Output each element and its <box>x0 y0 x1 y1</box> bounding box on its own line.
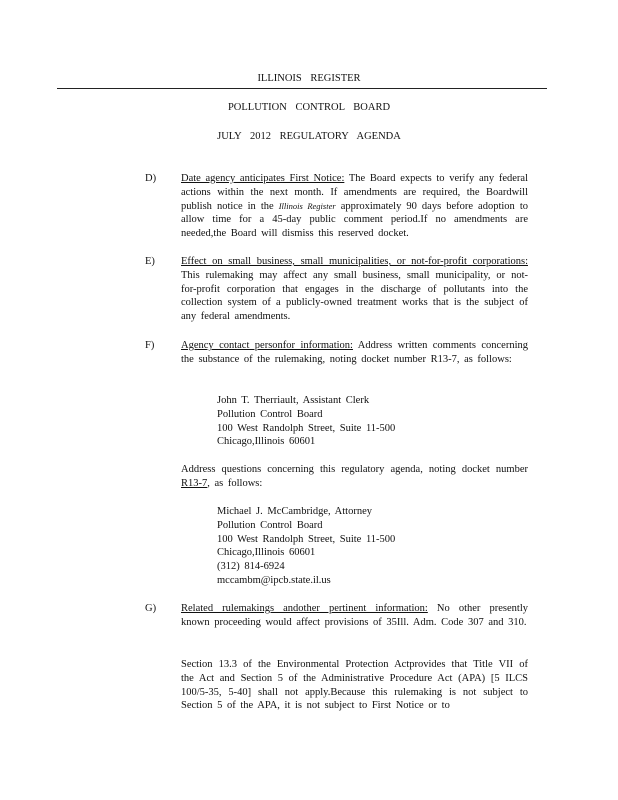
section-g-letter: G) <box>145 603 157 614</box>
section-g-heading: Related rulemakings andother pertinent information: <box>181 603 428 614</box>
contact-line: Pollution Control Board <box>217 408 323 420</box>
contact-line: Michael J. McCambridge, Attorney <box>217 506 373 517</box>
section-d-text-b: approximately 90 days before adoption to allow time for a 45-day public comment period.If no amendments are needed,the Board will dismiss this reserved docket. <box>181 200 528 240</box>
contact-block-clerk <box>217 394 517 449</box>
section-d-letter: D) <box>145 173 157 184</box>
contact-email: mccambm@ipcb.state.il.us <box>217 574 331 586</box>
agenda-title: JULY 2012 REGULATORY AGENDA <box>217 131 401 142</box>
contact-line: 100 West Randolph Street, Suite 11-500 <box>217 533 396 545</box>
contact-line: Pollution Control Board <box>217 519 323 531</box>
contact-line: Chicago,Illinois 60601 <box>217 547 316 559</box>
section-e-body <box>181 255 528 324</box>
section-e-text: This rulemaking may affect any small business, small municipality, or not-for-profit corporation that engages in the discharge of pollutants into the collection system of a publicly-owned treatment works that is the subject of any federal amendments. <box>181 269 528 323</box>
section-f-text2-b: , as follows: <box>207 477 263 489</box>
section-f-letter: F) <box>145 340 155 351</box>
section-d-heading: Date agency anticipates First Notice: <box>181 173 345 184</box>
contact-line: 100 West Randolph Street, Suite 11-500 <box>217 422 396 434</box>
section-f-body-2 <box>181 463 528 491</box>
contact-block-attorney <box>217 505 517 588</box>
section-e-letter: E) <box>145 256 155 267</box>
section-e-heading: Effect on small business, small municipalities, or not-for-profit corporations: <box>181 256 528 267</box>
section-f-text2-a: Address questions concerning this regulatory agenda, noting docket number <box>181 464 528 475</box>
contact-line: John T. Therriault, Assistant Clerk <box>217 395 370 406</box>
contact-phone: (312) 814-6924 <box>217 561 285 573</box>
register-title: ILLINOIS REGISTER <box>257 73 361 84</box>
section-d-italic: Illinois Register <box>278 200 336 211</box>
section-f-text: Address written comments concerning the substance of the rulemaking, noting docket number R13-7, as follows: <box>181 340 528 365</box>
docket-number: R13-7 <box>181 477 208 489</box>
contact-line: Chicago,Illinois 60601 <box>217 436 316 448</box>
section-d-body <box>181 172 528 241</box>
section-d-text-a: The Board expects to verify any federal actions within the next month. If amendments are required, the Boardwill publish notice in the <box>181 173 528 212</box>
header-rule <box>57 88 547 89</box>
section-f-body <box>181 339 528 367</box>
agency-title: POLLUTION CONTROL BOARD <box>227 102 391 113</box>
section-g-body-2 <box>181 658 528 713</box>
section-g-body <box>181 602 528 630</box>
section-g-text: No other presently known proceeding would affect provisions of 35Ill. Adm. Code 307 and 310. <box>181 603 528 628</box>
section-g-para2: Section 13.3 of the Environmental Protection Actprovides that Title VII of the Act and Section 5 of the Administrative Procedure Act (APA) [5 ILCS 100/5-35, 5-40] shall not apply.Because this rulemaking is not subject to Section 5 of the APA, it is not subject to First Notice or to <box>181 659 528 712</box>
section-f-heading: Agency contact personfor information: <box>181 340 353 351</box>
